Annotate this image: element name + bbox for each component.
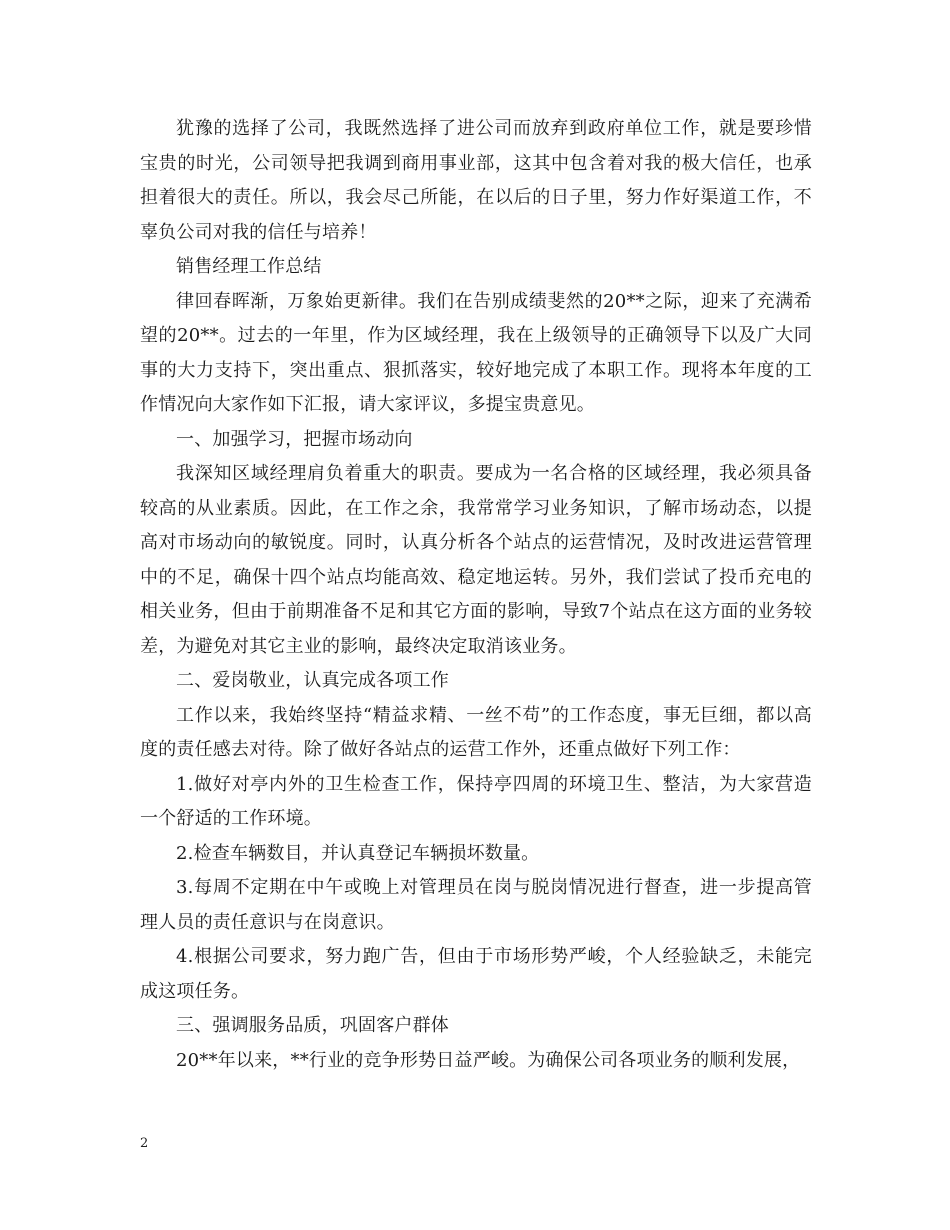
heading-dedication: 二、爱岗敬业，认真完成各项工作	[176, 670, 449, 691]
paragraph-competition: 20**年以来，**行业的竞争形势日益严峻。为确保公司各项业务的顺利发展，	[176, 1049, 801, 1071]
paragraph-work-attitude: 工作以来，我始终坚持“精益求精、一丝不苟”的工作态度，事无巨细，都以高度的责任感去对待。除了做好各站点的运营工作外，还重点做好下列工作：	[140, 704, 812, 760]
heading-strengthen-learning: 一、加强学习，把握市场动向	[176, 428, 413, 450]
page-number: 2	[140, 1136, 149, 1151]
list-item-2: 2.检查车辆数目，并认真登记车辆损坏数量。	[176, 842, 540, 864]
paragraph-intro: 律回春晖渐，万象始更新律。我们在告别成绩斐然的20**之际，迎来了充满希望的20**。过去的一年里，作为区域经理，我在上级领导的正确领导下以及广大同事的大力支持下，突出重点、狠抓落实，较好地完成了本职工作。现将本年度的工作情况向大家作如下汇报，请大家评议，多提宝贵意见。	[140, 290, 812, 415]
heading-service-quality: 三、强调服务品质，巩固客户群体	[176, 1015, 449, 1036]
document-body	[140, 112, 812, 1078]
section-title-sales-manager-summary: 销售经理工作总结	[176, 256, 322, 277]
paragraph-continuation: 犹豫的选择了公司，我既然选择了进公司而放弃到政府单位工作，就是要珍惜宝贵的时光，公司领导把我调到商用事业部，这其中包含着对我的极大信任，也承担着很大的责任。所以，我会尽己所能，在以后的日子里，努力作好渠道工作，不辜负公司对我的信任与培养！	[140, 118, 812, 243]
list-item-3: 3.每周不定期在中午或晚上对管理员在岗与脱岗情况进行督查，进一步提高管理人员的责任意识与在岗意识。	[140, 877, 812, 933]
paragraph-learning: 我深知区域经理肩负着重大的职责。要成为一名合格的区域经理，我必须具备较高的从业素质。因此，在工作之余，我常常学习业务知识，了解市场动态，以提高对市场动向的敏锐度。同时，认真分析各个站点的运营情况，及时改进运营管理中的不足，确保十四个站点均能高效、稳定地运转。另外，我们尝试了投币充电的相关业务，但由于前期准备不足和其它方面的影响，导致7个站点在这方面的业务较差，为避免对其它主业的影响，最终决定取消该业务。	[140, 463, 812, 657]
list-item-1: 1.做好对亭内外的卫生检查工作，保持亭四周的环境卫生、整洁，为大家营造一个舒适的工作环境。	[140, 773, 812, 829]
list-item-4: 4.根据公司要求，努力跑广告，但由于市场形势严峻，个人经验缺乏，未能完成这项任务。	[140, 946, 812, 1002]
